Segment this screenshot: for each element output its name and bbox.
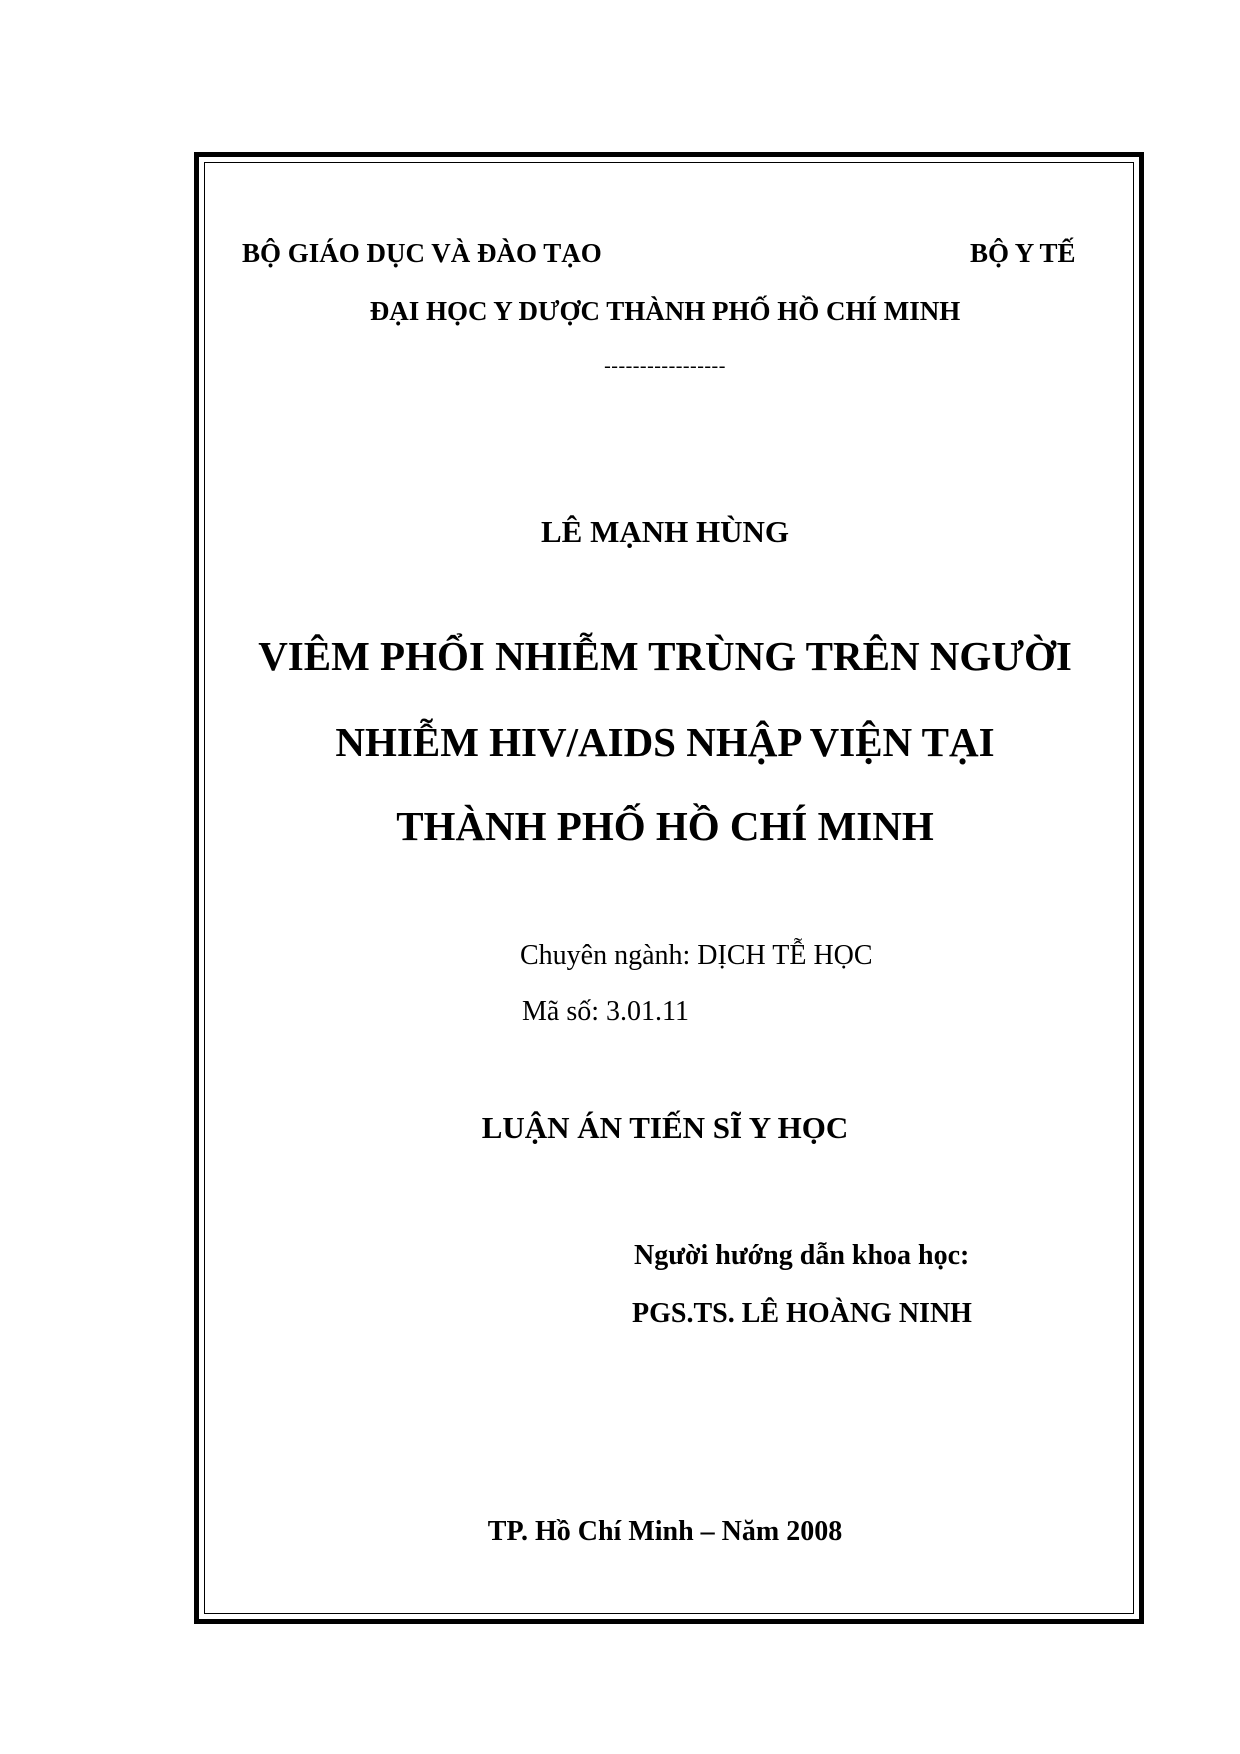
- inner-border-frame: [204, 162, 1134, 1614]
- specialty-major: Chuyên ngành: DỊCH TỄ HỌC: [520, 940, 873, 971]
- ministry-health-heading: BỘ Y TẾ: [970, 238, 1076, 268]
- thesis-title-line-2: NHIỄM HIV/AIDS NHẬP VIỆN TẠI: [335, 719, 995, 765]
- advisor-name: PGS.TS. LÊ HOÀNG NINH: [632, 1298, 972, 1329]
- university-name: ĐẠI HỌC Y DƯỢC THÀNH PHỐ HỒ CHÍ MINH: [369, 296, 961, 326]
- ministry-education-heading: BỘ GIÁO DỤC VÀ ĐÀO TẠO: [242, 238, 602, 268]
- specialty-code: Mã số: 3.01.11: [522, 996, 689, 1027]
- thesis-title-line-1: VIÊM PHỔI NHIỄM TRÙNG TRÊN NGƯỜI: [258, 633, 1072, 679]
- header-divider: -----------------: [604, 355, 726, 377]
- place-and-year: TP. Hồ Chí Minh – Năm 2008: [487, 1516, 843, 1547]
- author-name: LÊ MẠNH HÙNG: [541, 514, 789, 549]
- advisor-label: Người hướng dẫn khoa học:: [634, 1240, 970, 1271]
- thesis-title-line-3: THÀNH PHỐ HỒ CHÍ MINH: [396, 803, 934, 849]
- degree-type: LUẬN ÁN TIẾN SĨ Y HỌC: [481, 1110, 849, 1145]
